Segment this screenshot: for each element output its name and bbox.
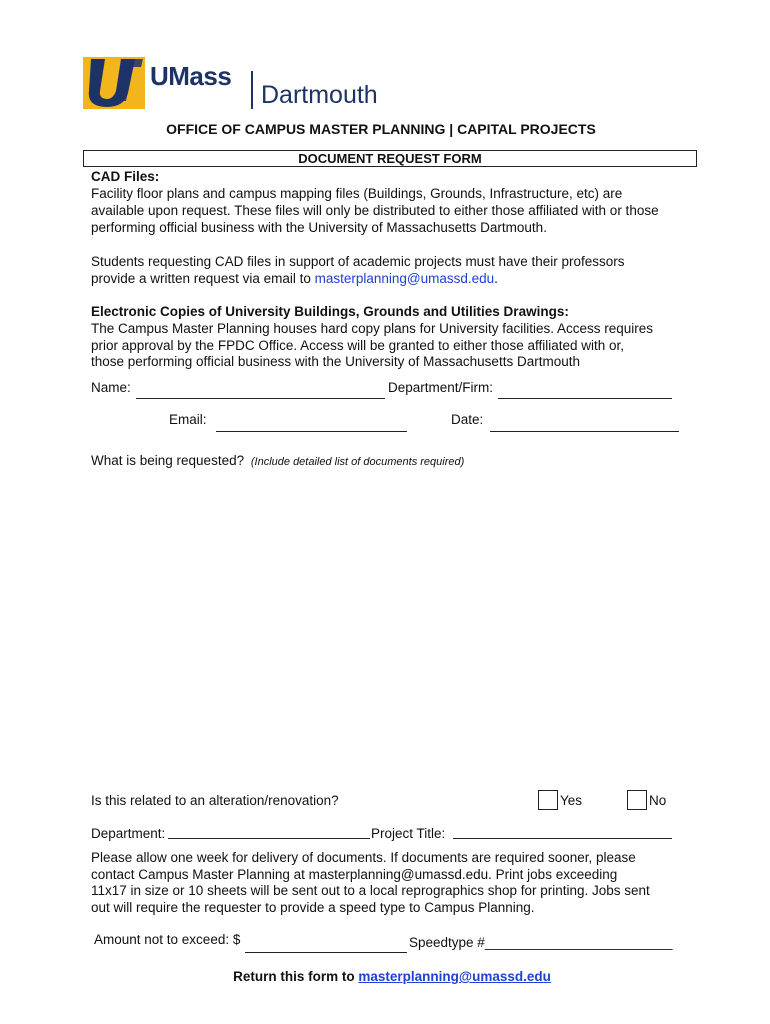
speedtype-blank: _________________________ — [484, 935, 673, 950]
electronic-line-1: The Campus Master Planning houses hard copy plans for University facilities. Access requires — [91, 321, 654, 336]
cad-line-2: available upon request. These files will only be distributed to either those affiliated with or those — [91, 203, 659, 218]
amount-input-line[interactable] — [245, 952, 407, 953]
form-title-box — [83, 150, 697, 167]
electronic-line-3: those performing official business with the University of Massachusetts Dartmouth — [91, 354, 580, 369]
students-email-link[interactable]: masterplanning@umassd.edu — [314, 271, 495, 286]
requested-question: What is being requested? — [91, 453, 245, 468]
electronic-line-2: prior approval by the FPDC Office. Access will be granted to either those affiliated with or, — [91, 338, 625, 353]
office-title: OFFICE OF CAMPUS MASTER PLANNING | CAPITAL PROJECTS — [166, 121, 596, 137]
umass-logo — [83, 57, 393, 112]
date-label: Date: — [451, 412, 484, 427]
cad-line-1: Facility floor plans and campus mapping files (Buildings, Grounds, Infrastructure, etc) are — [91, 186, 623, 201]
speedtype-label: Speedtype # — [409, 935, 485, 950]
no-label: No — [649, 793, 667, 808]
project-title-input-line[interactable] — [453, 838, 672, 839]
requested-label — [91, 452, 464, 471]
return-line — [0, 968, 770, 985]
students-line-2-suffix: . — [494, 271, 498, 286]
notice-line-3: 11x17 in size or 10 sheets will be sent out to a local reprographics shop for printing. Jobs sent — [91, 883, 650, 898]
cad-line-3: performing official business with the University of Massachusetts Dartmouth. — [91, 220, 547, 235]
name-label: Name: — [91, 380, 131, 395]
email-input-line[interactable] — [216, 431, 407, 432]
cad-heading: CAD Files: — [91, 169, 160, 184]
logo-wordmark: UMass — [150, 61, 232, 91]
no-checkbox[interactable] — [627, 790, 647, 810]
email-label: Email: — [169, 412, 207, 427]
form-title: DOCUMENT REQUEST FORM — [298, 151, 482, 166]
amount-label: Amount not to exceed: $ — [94, 932, 241, 947]
students-line-2-prefix: provide a written request via email to — [91, 271, 315, 286]
requested-textarea[interactable] — [91, 472, 691, 784]
notice-line-2: contact Campus Master Planning at masterplanning@umassd.edu. Print jobs exceeding — [91, 867, 618, 882]
yes-label: Yes — [560, 793, 583, 808]
return-email-link[interactable]: masterplanning@umassd.edu — [358, 969, 551, 984]
logo-divider — [251, 71, 253, 109]
umass-shield-icon — [83, 57, 145, 109]
department-label: Department: — [91, 826, 166, 841]
yes-checkbox[interactable] — [538, 790, 558, 810]
notice-line-4: out will require the requester to provide a speed type to Campus Planning. — [91, 900, 535, 915]
notice-line-1: Please allow one week for delivery of documents. If documents are required sooner, please — [91, 850, 636, 865]
electronic-heading: Electronic Copies of University Buildings, Grounds and Utilities Drawings: — [91, 304, 569, 319]
requested-hint: (Include detailed list of documents required) — [250, 456, 465, 468]
logo-campus: Dartmouth — [261, 81, 378, 109]
project-title-label: Project Title: — [371, 826, 446, 841]
department-firm-input-line[interactable] — [498, 398, 672, 399]
department-input-line[interactable] — [168, 838, 370, 839]
students-line-1: Students requesting CAD files in support of academic projects must have their professors — [91, 254, 625, 269]
date-input-line[interactable] — [490, 431, 679, 432]
return-prefix: Return this form to — [233, 969, 359, 984]
department-firm-label: Department/Firm: — [388, 380, 494, 395]
name-input-line[interactable] — [136, 398, 385, 399]
alteration-question: Is this related to an alteration/renovation? — [91, 793, 339, 808]
speedtype-field[interactable] — [409, 934, 673, 951]
students-line-2 — [91, 270, 498, 287]
